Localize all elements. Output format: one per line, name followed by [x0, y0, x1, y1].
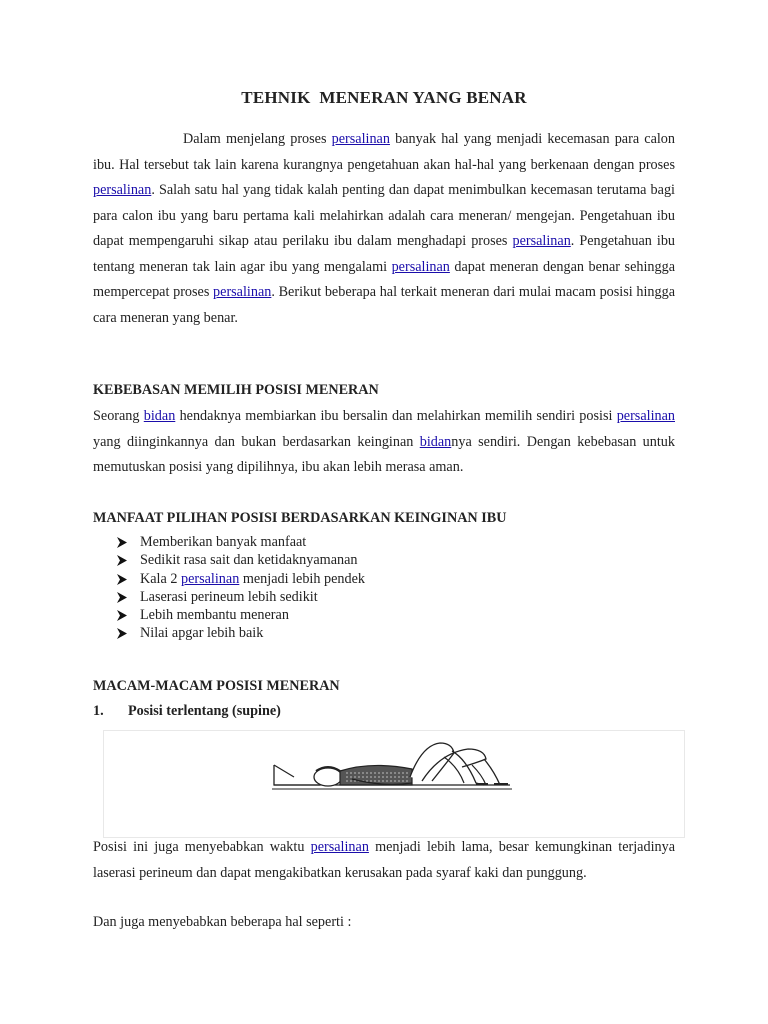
intro-paragraph: Dalam menjelang proses persalinan banyak hal yang menjadi kecemasan para calon ibu. Hal tersebut tak lain karena kurangnya pengetahuan akan hal-hal yang berkenaan dengan proses persalinan. Salah satu hal yang tidak kalah penting dan dapat menimbulkan kecemasan terutama bagi para calon ibu yang baru pertama kali melahirkan adalah cara meneran/ mengejan. Pengetahuan ibu dapat mempengaruhi sikap atau perilaku ibu dalam menghadapi proses persalinan. Pengetahuan ibu tentang meneran tak lain agar ibu yang mengalami persalinan dapat meneran dengan benar sehingga mempercepat proses persalinan. Berikut beberapa hal terkait meneran dari mulai macam posisi hingga cara meneran yang benar.: [93, 131, 676, 326]
supine-woman-illustration: [272, 737, 512, 833]
link-persalinan[interactable]: persalinan: [93, 182, 152, 198]
link-persalinan[interactable]: persalinan: [213, 284, 272, 300]
link-bidan[interactable]: bidan: [419, 433, 452, 450]
arrow-bullet-icon: [116, 555, 128, 566]
arrow-bullet-icon: [116, 628, 128, 639]
link-persalinan[interactable]: persalinan: [180, 570, 240, 587]
supine-position-illustration: [103, 730, 685, 838]
list-item: Lebih membantu meneran: [116, 606, 365, 624]
list-item: Kala 2 persalinan menjadi lebih pendek: [116, 570, 365, 588]
page-title: TEHNIK MENERAN YANG BENAR: [241, 88, 527, 107]
link-persalinan[interactable]: persalinan: [616, 408, 675, 424]
supine-paragraph: Posisi ini juga menyebabkan waktu persalinan menjadi lebih lama, besar kemungkinan terjadinya laserasi perineum dan dapat mengakibatkan kerusakan pada syaraf kaki dan punggung.: [93, 839, 675, 881]
list-item: Nilai apgar lebih baik: [116, 624, 365, 642]
arrow-bullet-icon: [116, 592, 128, 603]
section-heading-macam-posisi: MACAM-MACAM POSISI MENERAN: [93, 678, 340, 694]
section-heading-manfaat: MANFAAT PILIHAN POSISI BERDASARKAN KEINGINAN IBU: [93, 510, 507, 526]
link-persalinan[interactable]: persalinan: [512, 233, 571, 249]
section-heading-kebebasan: KEBEBASAN MEMILIH POSISI MENERAN: [93, 382, 379, 398]
section-paragraph-kebebasan: Seorang bidan hendaknya membiarkan ibu bersalin dan melahirkan memilih sendiri posisi persalinan yang diinginkannya dan bukan berdasarkan keinginan bidannya sendiri. Dengan kebebasan untuk memutuskan posisi yang dipilihnya, ibu akan lebih merasa aman.: [93, 408, 675, 475]
link-persalinan[interactable]: persalinan: [391, 258, 450, 275]
arrow-bullet-icon: [116, 574, 128, 585]
link-bidan[interactable]: bidan: [143, 408, 176, 424]
arrow-bullet-icon: [116, 537, 128, 548]
numbered-item-supine: 1. Posisi terlentang (supine): [93, 703, 281, 719]
link-persalinan[interactable]: persalinan: [310, 839, 369, 855]
supine-effects-intro: Dan juga menyebabkan beberapa hal seperti :: [93, 914, 352, 930]
link-persalinan[interactable]: persalinan: [331, 131, 390, 147]
list-item: Laserasi perineum lebih sedikit: [116, 588, 365, 606]
arrow-bullet-icon: [116, 610, 128, 621]
benefits-list: [116, 533, 365, 643]
list-item: Memberikan banyak manfaat: [116, 533, 365, 551]
list-item: Sedikit rasa sait dan ketidaknyamanan: [116, 551, 365, 569]
